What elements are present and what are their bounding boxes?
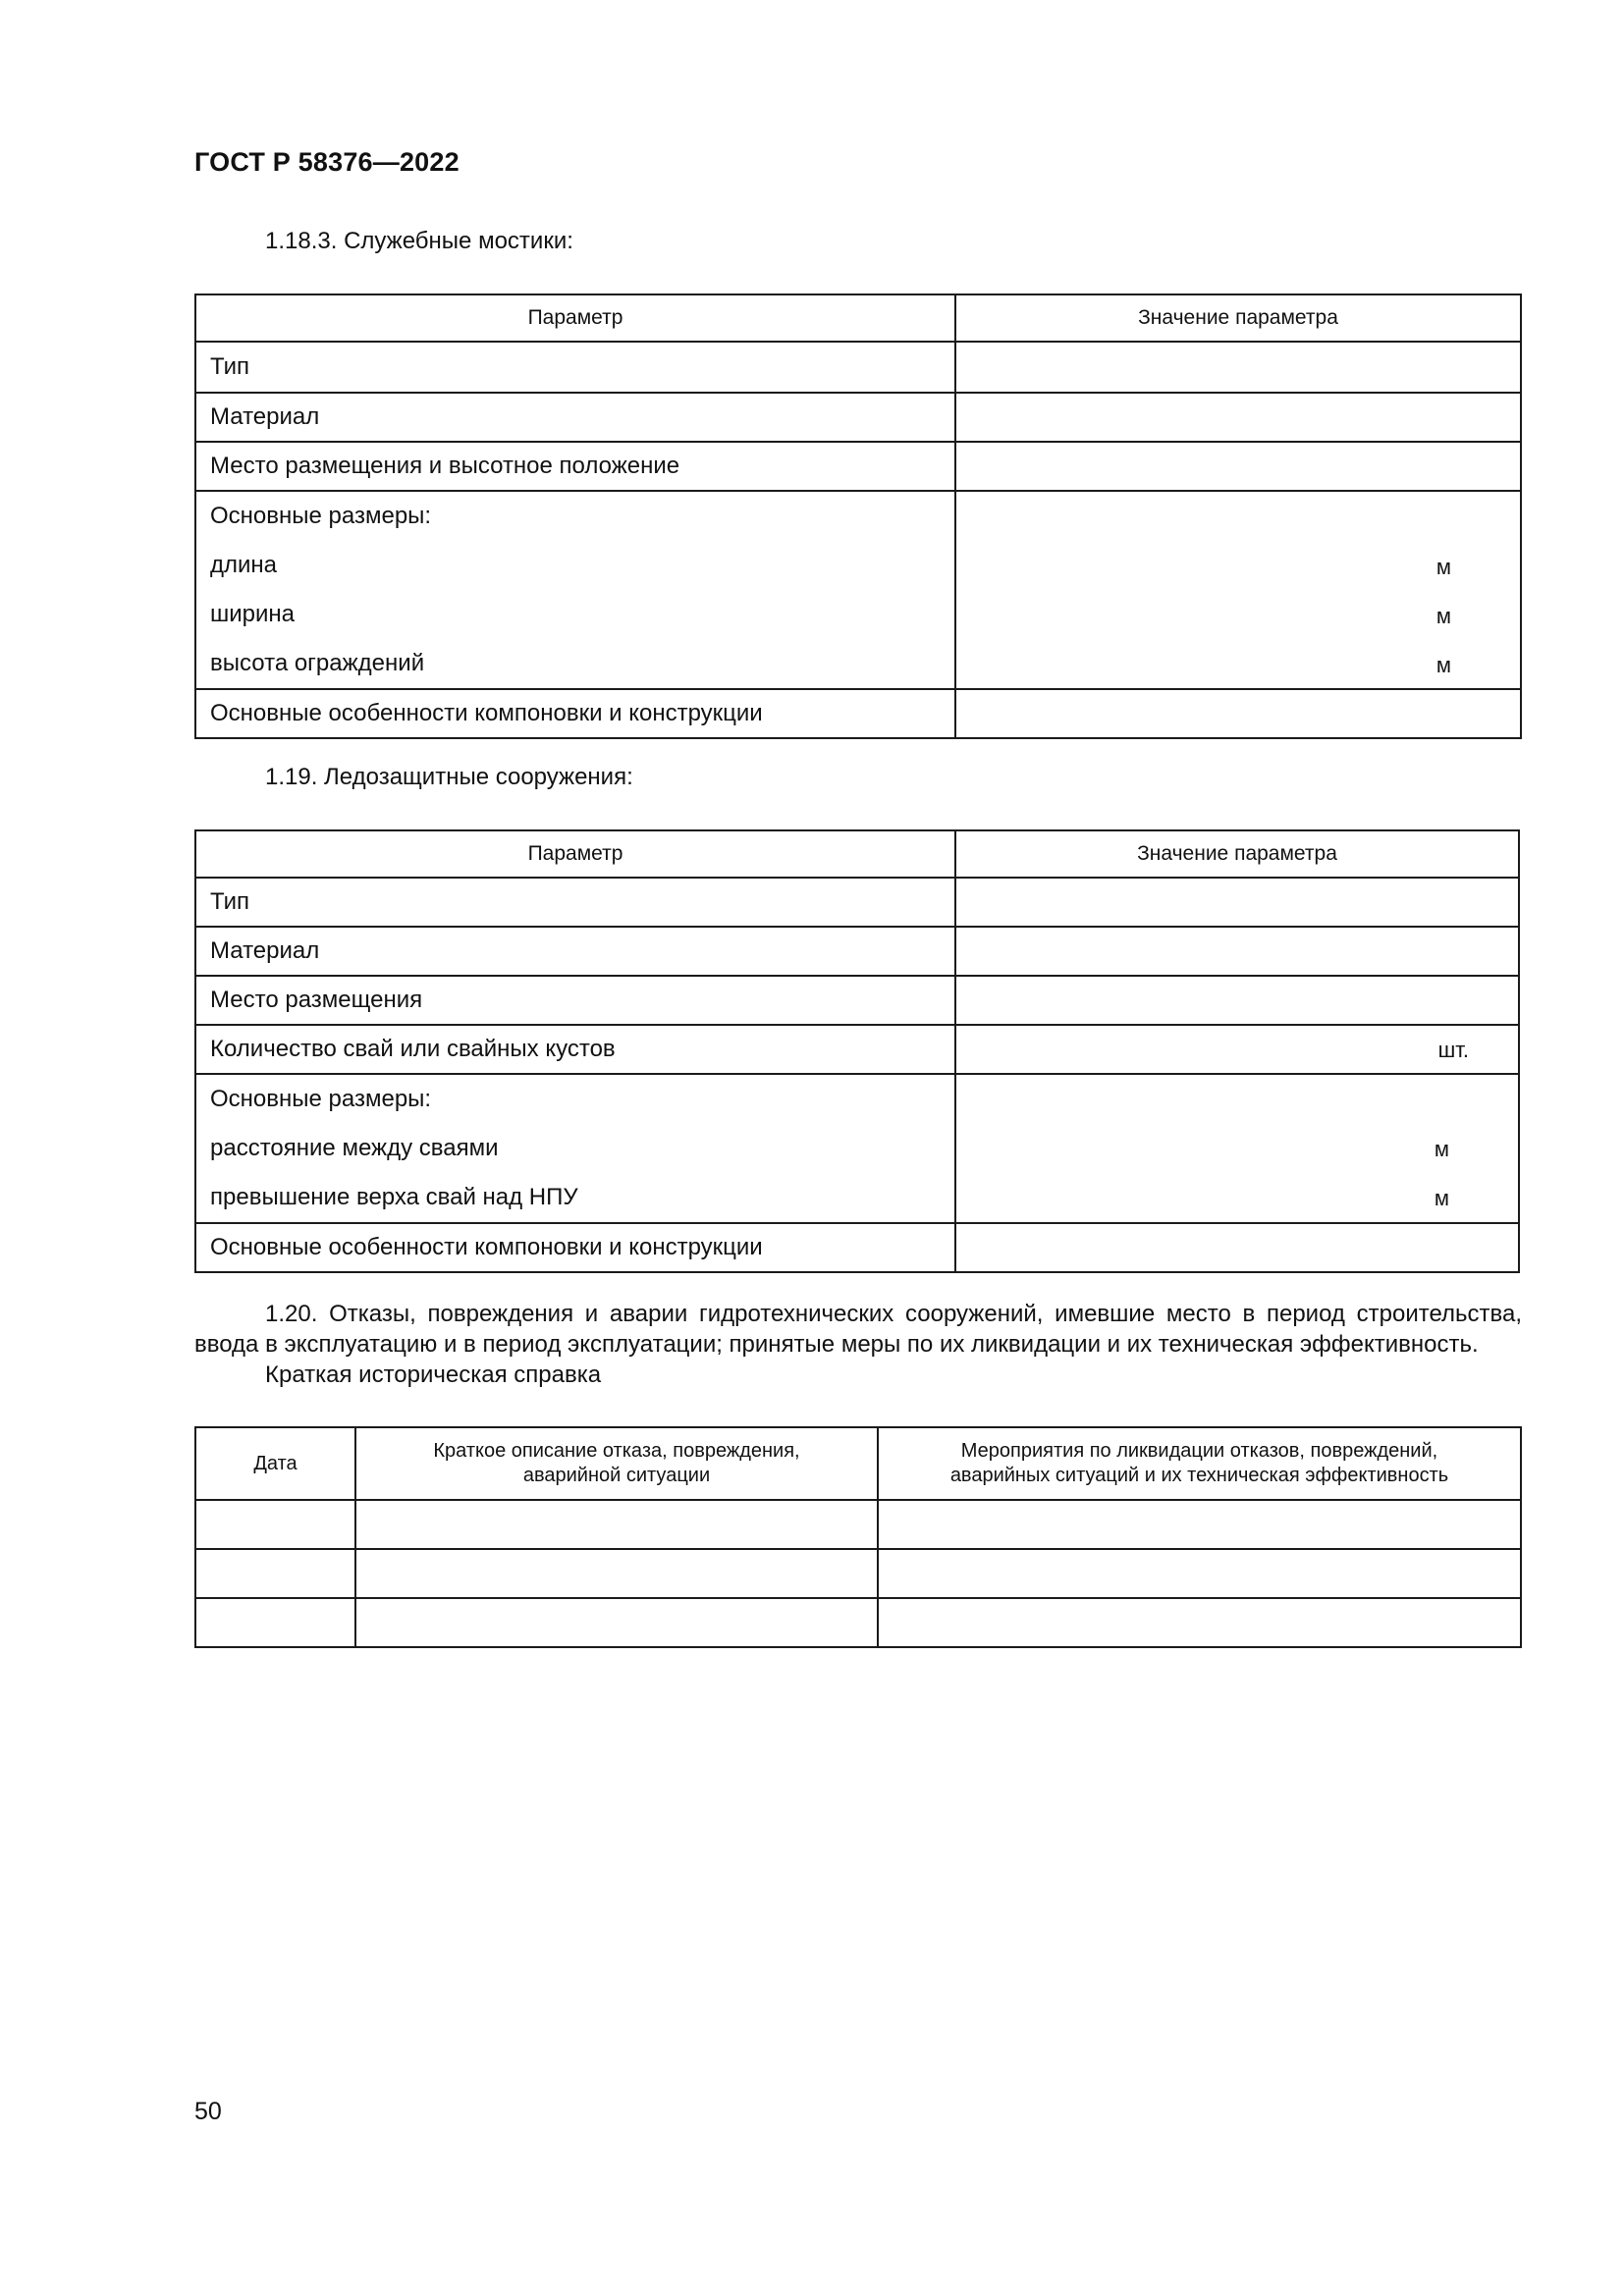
table-row bbox=[195, 689, 1521, 738]
row-label-features: Основные особенности компоновки и конструкции bbox=[195, 1223, 955, 1272]
value-cell-pile-count bbox=[955, 1025, 1519, 1074]
dimensions-title: Основные размеры: bbox=[210, 503, 432, 529]
column-header-parameter: Параметр bbox=[195, 830, 955, 878]
empty-cell bbox=[195, 1549, 355, 1598]
table-service-bridges bbox=[194, 294, 1522, 739]
empty-cell bbox=[195, 1500, 355, 1549]
unit-length: м bbox=[1435, 555, 1451, 579]
row-label-material: Материал bbox=[195, 393, 955, 442]
table-header-row bbox=[195, 830, 1519, 878]
dimension-pile-spacing-label: расстояние между сваями bbox=[210, 1135, 499, 1161]
value-cell-type bbox=[955, 342, 1521, 393]
page-number: 50 bbox=[194, 2098, 222, 2125]
value-cell-type bbox=[955, 878, 1519, 927]
column-header-measures-line2: аварийных ситуаций и их техническая эффективность bbox=[949, 1465, 1449, 1486]
table-row bbox=[195, 1074, 1519, 1223]
column-header-date: Дата bbox=[195, 1427, 355, 1500]
unit-rail-height: м bbox=[1435, 653, 1451, 677]
table-row bbox=[195, 878, 1519, 927]
value-cell-location bbox=[955, 442, 1521, 491]
empty-cell bbox=[195, 1598, 355, 1647]
dimensions-title: Основные размеры: bbox=[210, 1086, 432, 1112]
empty-cell bbox=[878, 1598, 1521, 1647]
empty-cell bbox=[878, 1500, 1521, 1549]
paragraph-1-20: 1.20. Отказы, повреждения и аварии гидротехнических сооружений, имевшие место в период строительства, ввода в эксплуатацию и в период эксплуатации; принятые меры по их ликвидации и их техническая эффективность. bbox=[194, 1301, 1522, 1358]
row-label-pile-count: Количество свай или свайных кустов bbox=[195, 1025, 955, 1074]
table-header-row bbox=[195, 294, 1521, 342]
column-header-description-line1: Краткое описание отказа, повреждения, bbox=[433, 1440, 800, 1462]
row-label-dimensions bbox=[195, 491, 955, 689]
table-incidents bbox=[194, 1426, 1522, 1648]
table-row bbox=[195, 1223, 1519, 1272]
row-label-type: Тип bbox=[195, 878, 955, 927]
column-header-value: Значение параметра bbox=[955, 830, 1519, 878]
table-ice-protection bbox=[194, 829, 1520, 1273]
row-label-features: Основные особенности компоновки и конструкции bbox=[195, 689, 955, 738]
dimension-pile-top-excess-label: превышение верха свай над НПУ bbox=[210, 1184, 578, 1210]
table-row bbox=[195, 1549, 1521, 1598]
section-1-20-paragraph bbox=[194, 1299, 1522, 1390]
empty-cell bbox=[355, 1500, 878, 1549]
table-row bbox=[195, 1598, 1521, 1647]
column-header-description-line2: аварийной ситуации bbox=[522, 1465, 711, 1486]
row-label-material: Материал bbox=[195, 927, 955, 976]
row-label-type: Тип bbox=[195, 342, 955, 393]
empty-cell bbox=[355, 1598, 878, 1647]
unit-pile-top-excess: м bbox=[1434, 1186, 1449, 1210]
document-code: ГОСТ Р 58376—2022 bbox=[194, 147, 460, 177]
table-row bbox=[195, 442, 1521, 491]
column-header-description bbox=[355, 1427, 878, 1500]
table-row bbox=[195, 393, 1521, 442]
column-header-parameter: Параметр bbox=[195, 294, 955, 342]
table-row bbox=[195, 1500, 1521, 1549]
row-label-location: Место размещения и высотное положение bbox=[195, 442, 955, 491]
value-cell-location bbox=[955, 976, 1519, 1025]
value-cell-dimensions bbox=[955, 491, 1521, 689]
table-row bbox=[195, 927, 1519, 976]
value-cell-features bbox=[955, 689, 1521, 738]
column-header-value: Значение параметра bbox=[955, 294, 1521, 342]
table-row bbox=[195, 491, 1521, 689]
section-caption-1-18-3: 1.18.3. Служебные мостики: bbox=[265, 228, 573, 254]
value-cell-material bbox=[955, 393, 1521, 442]
history-label: Краткая историческая справка bbox=[265, 1362, 602, 1388]
column-header-measures-line1: Мероприятия по ликвидации отказов, повреждений, bbox=[960, 1440, 1438, 1462]
table-row bbox=[195, 342, 1521, 393]
empty-cell bbox=[355, 1549, 878, 1598]
column-header-measures bbox=[878, 1427, 1521, 1500]
empty-cell bbox=[878, 1549, 1521, 1598]
unit-pieces: шт. bbox=[1437, 1038, 1469, 1062]
table-row bbox=[195, 1025, 1519, 1074]
value-cell-material bbox=[955, 927, 1519, 976]
unit-pile-spacing: м bbox=[1434, 1137, 1449, 1161]
dimension-length-label: длина bbox=[210, 552, 278, 578]
unit-width: м bbox=[1435, 604, 1451, 628]
row-label-dimensions bbox=[195, 1074, 955, 1223]
section-caption-1-19: 1.19. Ледозащитные сооружения: bbox=[265, 764, 633, 790]
value-cell-features bbox=[955, 1223, 1519, 1272]
dimension-width-label: ширина bbox=[210, 601, 296, 627]
table-row bbox=[195, 976, 1519, 1025]
table-header-row bbox=[195, 1427, 1521, 1500]
dimension-rail-height-label: высота ограждений bbox=[210, 650, 425, 676]
value-cell-dimensions bbox=[955, 1074, 1519, 1223]
row-label-location: Место размещения bbox=[195, 976, 955, 1025]
